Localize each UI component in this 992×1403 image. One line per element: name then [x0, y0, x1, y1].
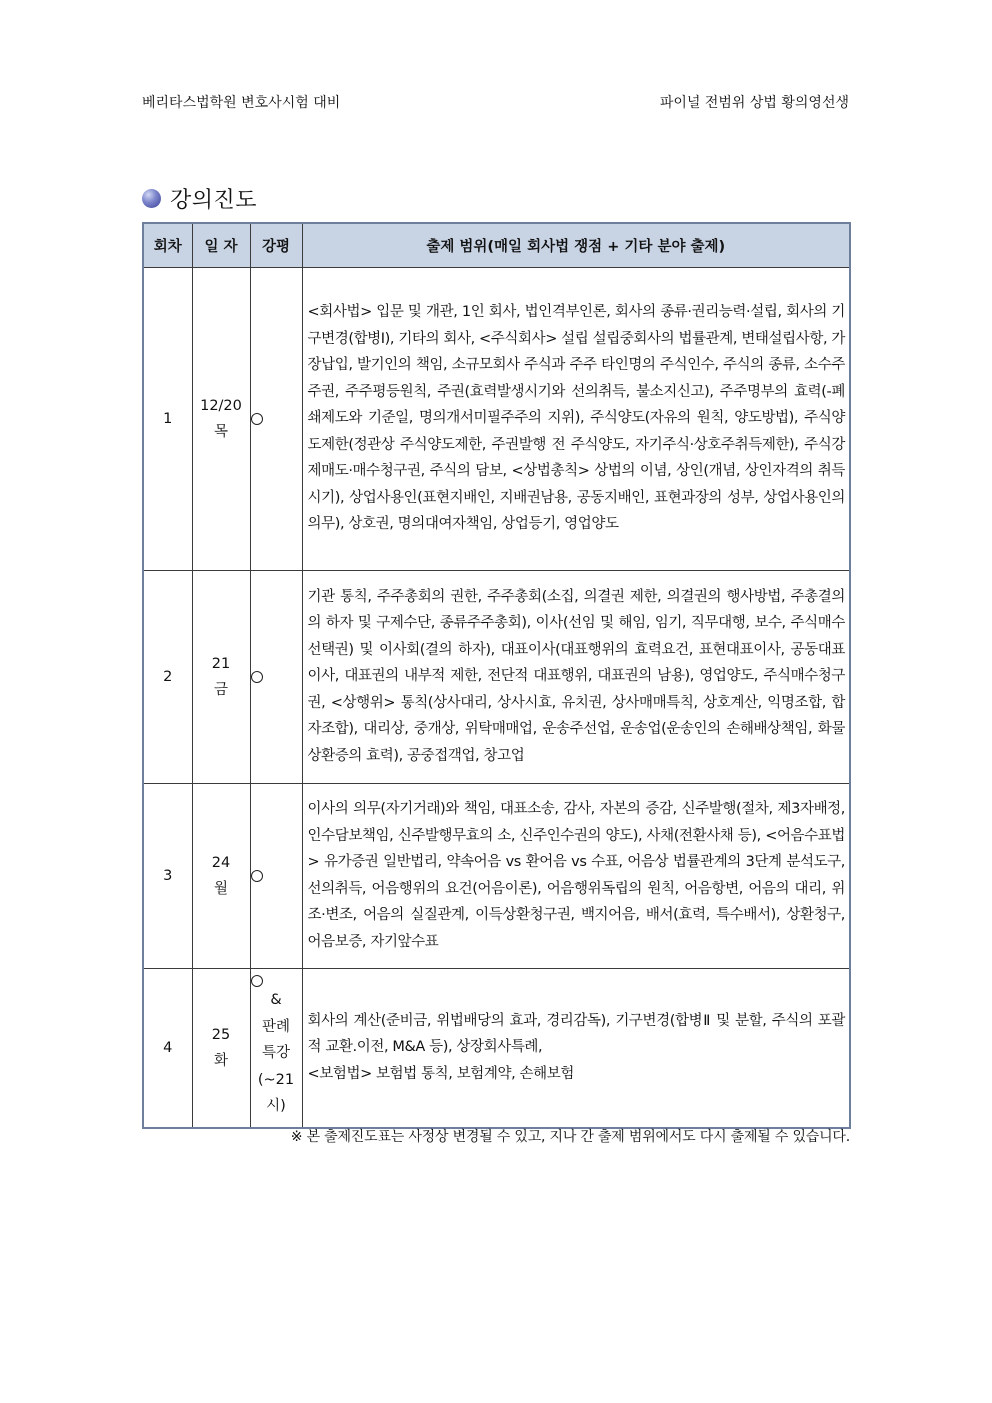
- date-text: 21: [211, 655, 231, 672]
- column-header-review: 강평: [250, 223, 302, 267]
- session-date: [192, 267, 250, 570]
- circle-mark-icon: [251, 671, 263, 683]
- table-row: [143, 783, 850, 968]
- review-cell: [250, 783, 302, 968]
- section-title: [142, 181, 257, 215]
- review-note-line: &: [270, 992, 282, 1009]
- table-row: [143, 267, 850, 570]
- review-cell: [250, 570, 302, 783]
- session-date: [192, 968, 250, 1128]
- review-note-line: 판례: [261, 1018, 290, 1035]
- weekday-text: 화: [213, 1052, 228, 1069]
- footnote: ※ 본 출제진도표는 사정상 변경될 수 있고, 지나 간 출제 범위에서도 다시 출제될 수 있습니다.: [290, 1129, 850, 1145]
- sphere-bullet-icon: [142, 189, 161, 208]
- session-number: 1: [143, 267, 192, 570]
- page-header: [142, 92, 849, 114]
- circle-mark-icon: [251, 413, 263, 425]
- review-cell: [250, 267, 302, 570]
- lecture-schedule-table: [142, 222, 851, 1129]
- session-number: 3: [143, 783, 192, 968]
- table-row: [143, 968, 850, 1128]
- circle-mark-icon: [251, 975, 263, 987]
- column-header-session: 회차: [143, 223, 192, 267]
- review-note-line: (~21: [257, 1071, 295, 1088]
- review-note-line: 시): [266, 1098, 286, 1115]
- date-text: 24: [211, 854, 231, 871]
- date-text: 12/20: [200, 397, 242, 414]
- header-course-name: 파이널 전범위 상법 황의영선생: [659, 95, 849, 111]
- exam-scope-text: 기관 통칙, 주주총회의 권한, 주주총회(소집, 의결권 제한, 의결권의 행사방법, 주총결의의 하자 및 구제수단, 종류주주총회), 이사(선임 및 해임, 임기, 직무대행, 보수, 주식매수선택권) 및 이사회(결의 하자), 대표이사(대표행위의 효력요건, 표현대표이사, 공동대표이사, 대표권의 내부적 제한, 전단적 대표행위, 대표권의 남용), 영업양도, 주식매수청구권, <상행위> 통칙(상사대리, 상사시효, 유치권, 상사매매특칙, 상호계산, 익명조합, 합자조합), 대리상, 중개상, 위탁매매업, 운송주선업, 운송업(운송인의 손해배상책임, 화물상환증의 효력), 공중접객업, 창고업: [302, 570, 850, 783]
- section-title-text: 강의진도: [170, 187, 258, 213]
- session-date: [192, 783, 250, 968]
- review-cell: [250, 968, 302, 1128]
- weekday-text: 금: [213, 681, 228, 698]
- column-header-exam-scope: 출제 범위(매일 회사법 쟁점 + 기타 분야 출제): [302, 223, 850, 267]
- date-text: 25: [211, 1026, 231, 1043]
- header-academy-name: 베리타스법학원 변호사시험 대비: [142, 95, 341, 111]
- exam-scope-text: 회사의 계산(준비금, 위법배당의 효과, 경리감독), 기구변경(합병Ⅱ 및 분할, 주식의 포괄적 교환.이전, M&A 등), 상장회사특례, <보험법> 보험법 통칙, 보험계약, 손해보험: [302, 968, 850, 1128]
- review-note-line: 특강: [261, 1045, 290, 1062]
- exam-scope-text: 이사의 의무(자기거래)와 책임, 대표소송, 감사, 자본의 증감, 신주발행(절차, 제3자배정, 인수담보책임, 신주발행무효의 소, 신주인수권의 양도), 사채(전환사채 등), <어음수표법> 유가증권 일반법리, 약속어음 vs 환어음 vs 수표, 어음상 법률관계의 3단계 분석도구, 선의취득, 어음행위의 요건(어음이론), 어음행위독립의 원칙, 어음항변, 어음의 대리, 위조·변조, 어음의 실질관계, 이득상환청구권, 백지어음, 배서(효력, 특수배서), 상환청구, 어음보증, 자기앞수표: [302, 783, 850, 968]
- session-number: 2: [143, 570, 192, 783]
- weekday-text: 월: [213, 880, 228, 897]
- table-header-row: [143, 223, 850, 267]
- exam-scope-text: <회사법> 입문 및 개관, 1인 회사, 법인격부인론, 회사의 종류·권리능력·설립, 회사의 기구변경(합병Ⅰ), 기타의 회사, <주식회사> 설립 설립중회사의 법률관계, 변태설립사항, 가장납입, 발기인의 책임, 소규모회사 주식과 주주 타인명의 주식인수, 주식의 종류, 소수주주권, 주주평등원칙, 주권(효력발생시기와 선의취득, 불소지신고), 주주명부의 효력(-폐쇄제도와 기준일, 명의개서미필주주의 지위), 주식양도(자유의 원칙, 양도방법), 주식양도제한(정관상 주식양도제한, 주권발행 전 주식양도, 자기주식·상호주취득제한), 주식강제매도·매수청구권, 주식의 담보, <상법총칙> 상법의 이념, 상인(개념, 상인자격의 취득시기), 상업사용인(표현지배인, 지배권남용, 공동지배인, 표현과장의 성부, 상업사용인의 의무), 상호권, 명의대여자책임, 상업등기, 영업양도: [302, 267, 850, 570]
- table-row: [143, 570, 850, 783]
- weekday-text: 목: [213, 423, 228, 440]
- session-number: 4: [143, 968, 192, 1128]
- session-date: [192, 570, 250, 783]
- circle-mark-icon: [251, 870, 263, 882]
- column-header-date: 일 자: [192, 223, 250, 267]
